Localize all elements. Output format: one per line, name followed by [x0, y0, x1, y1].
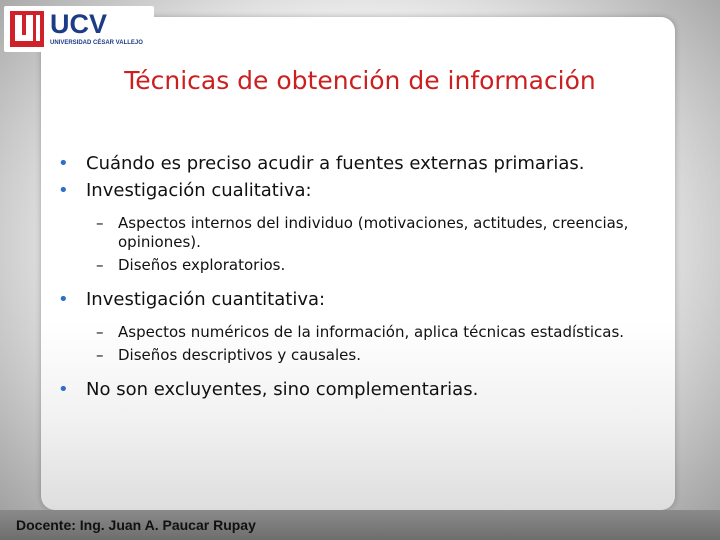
bullet-icon: • — [58, 180, 69, 201]
dash-icon: – — [96, 256, 104, 274]
dash-icon: – — [96, 346, 104, 364]
sub-list-cualitativa — [58, 214, 658, 275]
slide-title: Técnicas de obtención de información — [124, 66, 596, 95]
bullet-text: Investigación cualitativa: — [86, 180, 312, 201]
bullet-item — [58, 180, 658, 202]
bullet-item — [58, 153, 658, 175]
slide-content — [58, 153, 658, 406]
university-logo — [4, 6, 154, 52]
sub-list-cuantitativa — [58, 323, 658, 365]
logo-name: UCV — [50, 9, 108, 39]
bullet-text: Cuándo es preciso acudir a fuentes externas primarias. — [86, 153, 585, 174]
bullet-item — [58, 289, 658, 311]
logo-subtitle: UNIVERSIDAD CÉSAR VALLEJO — [50, 40, 143, 46]
sub-bullet-item — [58, 323, 658, 342]
footer-author: Docente: Ing. Juan A. Paucar Rupay — [16, 517, 256, 533]
footer-bar — [0, 510, 720, 540]
bullet-item — [58, 379, 658, 401]
sub-bullet-item — [58, 214, 658, 252]
sub-bullet-text: Aspectos numéricos de la información, aplica técnicas estadísticas. — [118, 323, 625, 341]
dash-icon: – — [96, 323, 104, 341]
bullet-icon: • — [58, 153, 69, 174]
sub-bullet-text: Diseños exploratorios. — [118, 256, 286, 274]
sub-bullet-text: Aspectos internos del individuo (motivaciones, actitudes, creencias, opiniones). — [118, 214, 629, 251]
bullet-icon: • — [58, 289, 69, 310]
sub-bullet-item — [58, 346, 658, 365]
bullet-icon: • — [58, 379, 69, 400]
sub-bullet-item — [58, 256, 658, 275]
bullet-text: No son excluyentes, sino complementarias. — [86, 379, 479, 400]
dash-icon: – — [96, 214, 104, 232]
ucv-emblem-icon — [10, 11, 44, 47]
sub-bullet-text: Diseños descriptivos y causales. — [118, 346, 361, 364]
bullet-text: Investigación cuantitativa: — [86, 289, 326, 310]
